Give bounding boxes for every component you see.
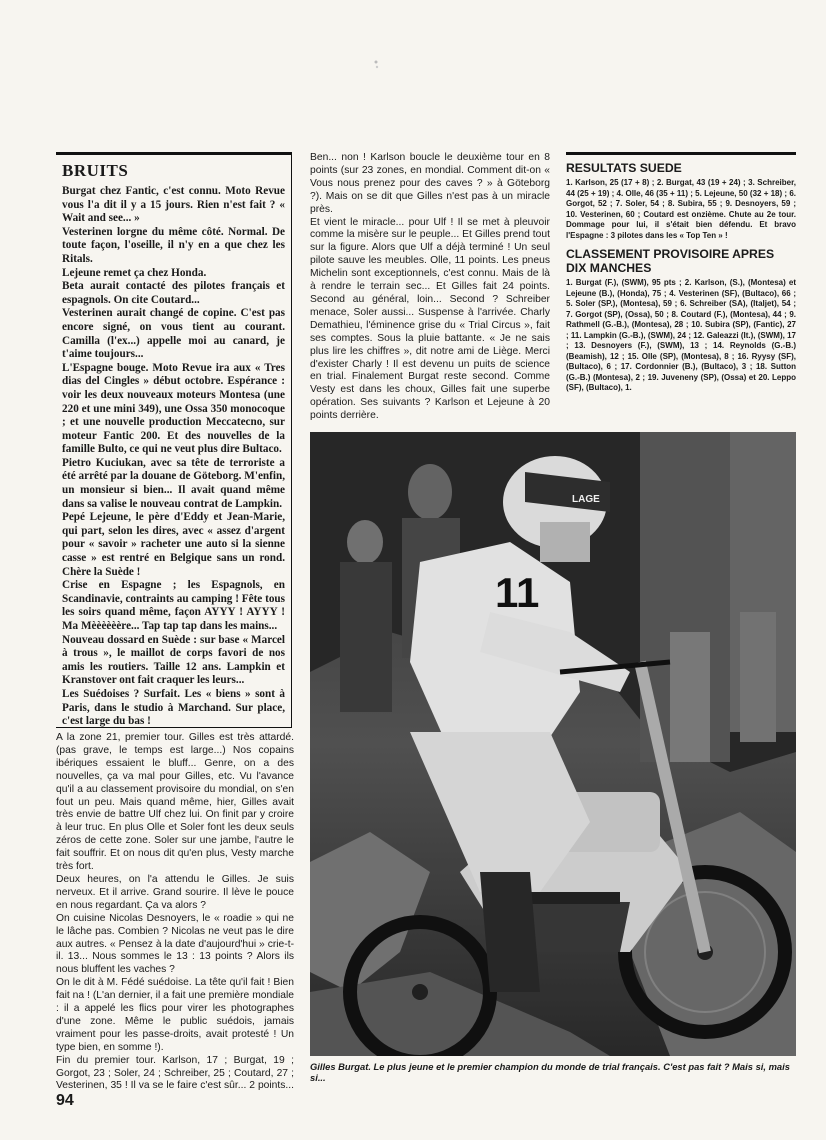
article-paragraph: Ben... non ! Karlson boucle le deuxième tour en 8 points (sur 23 zones, en mondial. Comment dit-on « Vous nous prenez pour des caves ? » à Göteborg ?). Mais on se dit que Gilles n'est pas à un miracle près. xyxy=(310,152,550,215)
trial-rider-photo xyxy=(310,432,796,1056)
results-sidebar xyxy=(566,152,796,424)
bruits-sidebar xyxy=(56,152,292,728)
bruits-paragraph: Pepé Lejeune, le père d'Eddy et Jean-Marie, qui part, selon les dires, avec « assez d'argent pour « savoir » racheter une auto si la sienne casse » est rentré en Belgique sans un rond. Chère la Suède ! xyxy=(62,511,285,578)
bruits-body xyxy=(62,185,285,728)
bruits-paragraph: Beta aurait contacté des pilotes français et espagnols. On cite Coutard... xyxy=(62,280,285,306)
bruits-paragraph: L'Espagne bouge. Moto Revue ira aux « Tres dias del Cingles » début octobre. Espérance : voir les deux nouveaux moteurs Montesa (une 220 et une mini 349), une Ossa 350 monocoque ; et une nouvelle production Meccatecno, sur moteur Fantic 200. Et des nouvelles de la famille Bulto, ce qui ne veut plus dire Bultaco. xyxy=(62,361,285,456)
results-suede-title: RESULTATS SUEDE xyxy=(566,161,682,175)
article-paragraph: Deux heures, on l'a attendu le Gilles. Je suis nerveux. Et il arrive. Grand sourire. Il lève le pouce en nous regardant. Ça va alors ? xyxy=(56,873,294,911)
bruits-paragraph: Pietro Kuciukan, avec sa tête de terroriste a été arrêté par la douane de Göteborg. M'enfin, un monsieur si bien... Il avait quand même dans sa valise le nouveau contrat de Lampkin. xyxy=(62,456,285,510)
classement-text: 1. Burgat (F.), (SWM), 95 pts ; 2. Karlson, (S.), (Montesa) et Lejeune (B.), (Honda), 75 ; 4. Vesterinen (SF), (Bultaco), 66 ; 5. Soler (SP.), (Montesa), 59 ; 6. Schreiber (SA), (Italjet), 54 ; 7. Gorgot (SP), (Ossa), 50 ; 8. Coutard (F.), (Montesa), 44 ; 9. Rathmell (G.-B.), (Montesa), 28 ; 10. Subira (SP), (Fantic), 27 ; 11. Lampkin (G.-B.), (SWM), 24 ; 12. Galeazzi (It.), (SWM), 17 ; 13. Desnoyers (F.), (SWM), 13 ; 14. Reynolds (G.-B.) (Beamish), 12 ; 15. Olle (SP), (Montesa), 8 ; 16. Ryysy (SF), (Bultaco), 6 ; 17. Cordonnier (B.), (Bultaco), 3 ; 18. Sutton (G.-B.) (Montesa), 2 ; 19. Juveneny (SP), (Ossa) et 20. Leppo (SF), (Bultaco), 1. xyxy=(566,278,796,392)
rider-number: 11 xyxy=(495,569,540,616)
bruits-paragraph: Crise en Espagne ; les Espagnols, en Scandinavie, contraints au camping ! Fête tous les soirs quand même, façon AYYY ! AYYY ! Ma Mèèèèèère... Tap tap tap dans les mains... xyxy=(62,579,285,632)
article-left-column xyxy=(56,732,294,1090)
page-mark xyxy=(372,56,380,66)
results-suede-text: 1. Karlson, 25 (17 + 8) ; 2. Burgat, 43 (19 + 24) ; 3. Schreiber, 44 (25 + 19) ; 4. Olle, 46 (35 + 11) ; 5. Lejeune, 50 (32 + 18) ; 6. Gorgot, 52 ; 7. Soler, 54 ; 8. Subira, 55 ; 9. Desnoyers, 59 ; 10. Vesterinen, 60 ; Coutard est onzième. Chute au 2e tour. Dommage pour lui, il s'était bien défendu. Et bravo l'Espagne : 3 pilotes dans les « Top Ten » ! xyxy=(566,178,796,240)
bruits-paragraph: Vesterinen lorgne du même côté. Normal. De toute façon, l'oseille, il n'y en a que chez les Ritals. xyxy=(62,225,285,265)
article-paragraph: Fin du premier tour. Karlson, 17 ; Burgat, 19 ; Gorgot, 23 ; Soler, 24 ; Schreiber, 25 ; Coutard, 27 ; Vesterinen, 35 ! Il va se le faire c'est sûr... 2 points... xyxy=(56,1054,294,1090)
article-paragraph: On le dit à M. Fédé suédoise. La tête qu'il fait ! Bien fait na ! (L'an dernier, il a fait une première mondiale : il a appelé les flics pour virer les photographes d'une zone. Même le public suédois, jamais vraiment pour les passe-droits, avait protesté ! Un type bien, en somme !). xyxy=(56,977,294,1053)
bruits-paragraph: Les Suédoises ? Surfait. Les « biens » sont à Paris, dans le studio à Marchand. Sur place, c'est large du bas ! xyxy=(62,687,285,728)
article-paragraph: On cuisine Nicolas Desnoyers, le « roadie » qui ne le lâche pas. Combien ? Nicolas ne veut pas le dire aux autres. « Pensez à la date d'aujourd'hui » crie-t-il. 13... Nous sommes le 13 : 13 points ? Alors ils nous bluffent les vaches ? xyxy=(56,912,294,976)
classement-title: CLASSEMENT PROVISOIRE APRES DIX MANCHES xyxy=(566,247,775,275)
bruits-paragraph: Burgat chez Fantic, c'est connu. Moto Revue vous l'a dit il y a 15 jours. Rien n'est fait ? « Wait and see... » xyxy=(62,185,285,225)
bruits-title: BRUITS xyxy=(62,161,129,180)
bruits-paragraph: Lejeune remet ça chez Honda. xyxy=(62,266,207,279)
article-paragraph: Et vient le miracle... pour Ulf ! Il se met à pleuvoir comme la misère sur le peuple... Et Gilles prend tout sur la figure. Alors que Ulf a déjà terminé ! Un seul pilote sauve les meubles. Olle, 11 points. Les pneus Michelin sont exceptionnels, c'est connu. Mais de là à rendre le terrain sec... Et Gilles fait 24 points. Second au général, loin... Second ? Schreiber menace, Soler aussi... Suspense à l'arrivée. Charly Demathieu, l'éminence grise du « Trial Circus », fait ses comptes. Sous la pluie battante. « Je ne sais plus lire les chiffres », dit notre ami de Liège. Merci d'exister Charly ! Il est devenu un puits de science en trial. Finalement Burgat reste second. Comme Vesty est dans les choux, Gilles fait une superbe opération. Ses suivants ? Karlson et Lejeune à 20 points derrière. xyxy=(310,216,550,422)
page-number: 94 xyxy=(56,1092,74,1109)
article-paragraph: A la zone 21, premier tour. Gilles est très attardé. (pas grave, le temps est large...) Nos copains ibériques essaient le bluff... Genre, on a des nouvelles, ça va mal pour Gilles, etc. Vu l'avance qu'il a au classement provisoire du mondial, on s'en fout un peu. Mais quand même, hier, Gilles avait très envie de battre Ulf chez lui. On finit par y croire à leur truc. En plus Olle et Soler font les deux seuls zéros de cette zone. Soler sur une jambe, l'autre le fait souffrir. Et on nous dit qu'en plus, Vesty marche très fort. xyxy=(56,732,294,873)
bruits-paragraph: Nouveau dossard en Suède : sur base « Marcel à trous », le maillot de corps favori de nos amis les routiers. Taille 12 ans. Lampkin et Kranstover ont fait craquer les leurs... xyxy=(62,633,285,687)
helmet-text: LAGE xyxy=(572,494,600,505)
photo-caption: Gilles Burgat. Le plus jeune et le premier champion du monde de trial français. C'est pas fait ? Mais si, mais si... xyxy=(310,1061,790,1084)
article-middle-column xyxy=(310,152,550,424)
bruits-paragraph: Vesterinen aurait changé de copine. C'est pas encore signé, on vous tient au courant. Camilla (l'ex...) appelle moi au canard, je t'aime toujours... xyxy=(62,307,285,361)
